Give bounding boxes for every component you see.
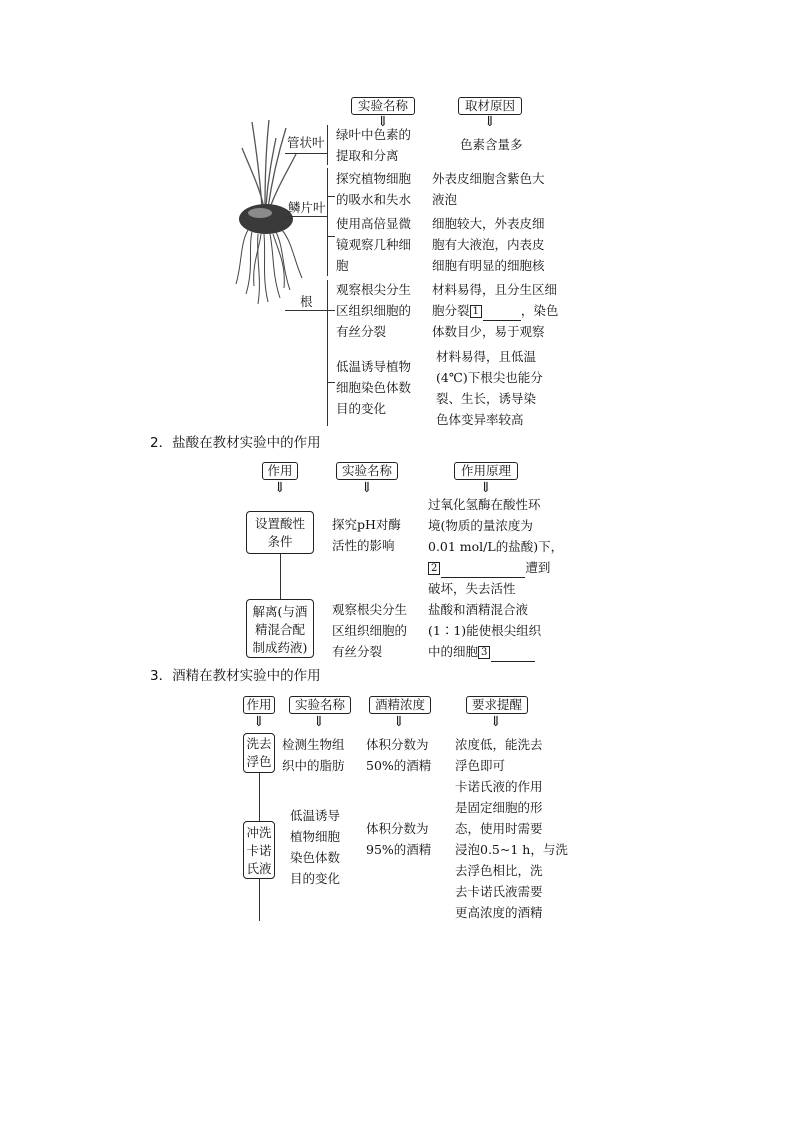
down-arrow-icon: ⇓ — [377, 114, 389, 130]
connector — [285, 216, 328, 217]
experiment-name: 检测生物组 织中的脂肪 — [282, 737, 345, 773]
principle-text: 盐酸和酒精混合液 (1∶1)能使根尖组织 中的细胞 3 — [428, 599, 541, 662]
connector — [327, 236, 335, 237]
material-reason: 细胞较大，外表皮细 胞有大液泡，内表皮 细胞有明显的细胞核 — [432, 216, 545, 273]
experiment-name: 低温诱导植物 细胞染色体数 目的变化 — [336, 359, 412, 416]
connector — [285, 153, 328, 154]
connector — [259, 773, 260, 821]
header-experiment-name: 实验名称 — [336, 462, 398, 480]
down-arrow-icon: ⇓ — [274, 480, 286, 496]
down-arrow-icon: ⇓ — [484, 114, 496, 130]
experiment-name: 探究pH对酶 活性的影响 — [332, 517, 401, 553]
connector — [259, 879, 260, 921]
connector — [327, 310, 335, 311]
blank-number-3: 3 — [478, 646, 490, 659]
header-concentration: 酒精浓度 — [369, 696, 431, 714]
header-function: 作用 — [243, 696, 275, 714]
section-title: 2．盐酸在教材实验中的作用 — [150, 435, 321, 451]
connector — [285, 310, 328, 311]
header-principle: 作用原理 — [454, 462, 518, 480]
down-arrow-icon: ⇓ — [253, 714, 265, 730]
material-reason: 外表皮细胞含紫色大 液泡 — [432, 171, 545, 207]
material-reason: 材料易得，且低温 (4℃)下根尖也能分 裂、生长，诱导染 色体变异率较高 — [436, 349, 543, 427]
bracket-line — [327, 280, 328, 426]
fill-blank[interactable] — [491, 647, 535, 662]
header-experiment-name: 实验名称 — [351, 97, 415, 115]
experiment-name: 绿叶中色素的 提取和分离 — [336, 127, 412, 163]
experiment-name: 低温诱导 植物细胞 染色体数 目的变化 — [290, 808, 341, 886]
down-arrow-icon: ⇓ — [313, 714, 325, 730]
connector — [280, 554, 281, 599]
material-reason: 色素含量多 — [460, 137, 523, 152]
bracket-line — [327, 125, 328, 165]
function-box: 洗去 浮色 — [243, 733, 275, 773]
down-arrow-icon: ⇓ — [361, 480, 373, 496]
experiment-name: 探究植物细胞 的吸水和失水 — [336, 171, 412, 207]
header-material-reason: 取材原因 — [458, 97, 522, 115]
header-requirement: 要求提醒 — [466, 696, 528, 714]
blank-number-1: 1 — [470, 305, 482, 318]
connector — [327, 382, 335, 383]
function-box: 解离(与酒 精混合配 制成药液) — [246, 599, 314, 658]
function-box: 设置酸性 条件 — [246, 511, 314, 554]
experiment-name: 使用高倍显微 镜观察几种细 胞 — [336, 216, 412, 273]
down-arrow-icon: ⇓ — [480, 480, 492, 496]
header-experiment-name: 实验名称 — [289, 696, 351, 714]
experiment-name: 观察根尖分生 区组织细胞的 有丝分裂 — [332, 602, 408, 659]
experiment-name: 观察根尖分生 区组织细胞的 有丝分裂 — [336, 282, 412, 339]
material-reason: 材料易得，且分生区细 胞分裂 1 ，染色 体数目少，易于观察 — [432, 282, 559, 339]
label-root: 根 — [300, 294, 313, 309]
down-arrow-icon: ⇓ — [490, 714, 502, 730]
header-function: 作用 — [262, 462, 298, 480]
connector — [327, 196, 335, 197]
alcohol-concentration: 体积分数为 95%的酒精 — [366, 821, 432, 857]
requirement-text: 浓度低，能洗去 浮色即可 — [455, 737, 543, 773]
fill-blank[interactable] — [483, 306, 521, 321]
down-arrow-icon: ⇓ — [393, 714, 405, 730]
label-tubular-leaf: 管状叶 — [287, 135, 325, 150]
section-title: 3．酒精在教材实验中的作用 — [150, 668, 321, 684]
label-scale-leaf: 鳞片叶 — [288, 200, 326, 215]
requirement-text: 卡诺氏液的作用 是固定细胞的形 态，使用时需要 浸泡0.5~1 h，与洗 去浮色相比，洗 去卡诺氏液需要 更高浓度的酒精 — [455, 779, 568, 920]
principle-text: 过氧化氢酶在酸性环 境(物质的量浓度为 0.01 mol/L的盐酸)下， 2 遭到 破坏，失去活性 — [428, 497, 564, 596]
bracket-line — [327, 168, 328, 276]
alcohol-concentration: 体积分数为 50%的酒精 — [366, 737, 432, 773]
blank-number-2: 2 — [428, 562, 440, 575]
function-box: 冲洗 卡诺 氏液 — [243, 821, 275, 879]
fill-blank[interactable] — [441, 563, 525, 578]
